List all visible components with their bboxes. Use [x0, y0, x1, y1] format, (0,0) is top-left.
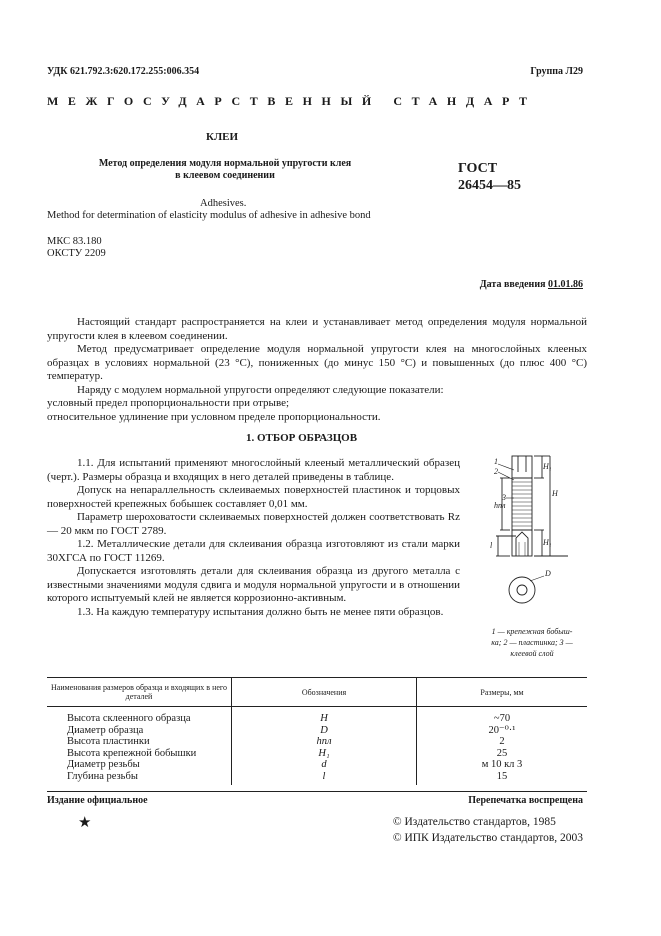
lower-boss: [512, 530, 532, 556]
introduction-date: [480, 279, 583, 290]
section-paragraph: Допуск на непараллельность склеиваемых поверхностей пластинок и торцовых поверхностей крепежных бобышек составляет 0,01 мм.: [47, 484, 460, 510]
label-1: 1: [494, 457, 498, 466]
table-row: [47, 707, 587, 725]
caption-line-3: клеевой слой: [510, 649, 554, 658]
english-title-line-1: Adhesives.: [200, 198, 247, 209]
table-row: [47, 771, 587, 786]
cell-symbol: H₁: [232, 748, 417, 760]
udk-code: УДК 621.792.3:620.172.255:006.354: [47, 66, 200, 77]
group-code: Группа Л29: [530, 66, 583, 77]
cell-symbol: l: [232, 771, 417, 786]
cell-name: Высота крепежной бобышки: [67, 747, 197, 759]
section-paragraph: 1.1. Для испытаний применяют многослойный клееный металлический образец (черт.). Размеры образца и входящих в него деталей приведены в таблице.: [47, 457, 460, 483]
introduction-text: [47, 316, 587, 424]
gost-label: ГОСТ: [458, 161, 498, 176]
column-header-name: Наименования размеров образца и входящих в него деталей: [47, 678, 232, 707]
interstate-standard-heading: МЕЖГОСУДАРСТВЕННЫЙ СТАНДАРТ: [47, 94, 537, 108]
cell-size: 20⁻⁰·¹: [417, 725, 588, 737]
cell-name: Глубина резьбы: [67, 770, 138, 782]
intro-paragraph: Настоящий стандарт распространяется на клеи и устанавливает метод определения модуля нормальной упругости клея в клеевом соединении.: [47, 316, 587, 342]
cell-name: Диаметр образца: [67, 724, 144, 736]
section-paragraph: Параметр шероховатости склеиваемых поверхностей должен соответствовать Rz — 20 мкм по ГОСТ 2789.: [47, 511, 460, 537]
footer-rule: [47, 791, 587, 792]
title-line-1: Метод определения модуля нормальной упругости клея: [98, 158, 352, 169]
copyright-block: [393, 814, 583, 846]
copyright-line-2: © ИПК Издательство стандартов, 2003: [392, 832, 583, 844]
threaded-hole: [516, 532, 528, 556]
english-title-line-2: Method for determination of elasticity modulus of adhesive in adhesive bond: [47, 210, 371, 221]
label-h: H: [552, 489, 558, 498]
cell-symbol: hпл: [232, 736, 417, 748]
subject-heading: КЛЕИ: [206, 131, 239, 143]
copyright-line-1: © Издательство стандартов, 1985: [392, 816, 556, 828]
column-header-symbol: Обозначения: [232, 678, 417, 707]
label-2: 2: [494, 467, 498, 476]
column-header-size: Размеры, мм: [417, 678, 588, 707]
plan-view-hole: [517, 585, 527, 595]
label-d: D: [545, 569, 551, 578]
gost-number: 26454—85: [458, 178, 521, 193]
cell-name: Высота пластинки: [67, 736, 150, 747]
classification-codes: [47, 236, 106, 260]
figure-caption: [478, 626, 586, 659]
section-paragraph: 1.3. На каждую температуру испытания должно быть не менее пяти образцов.: [77, 605, 444, 618]
intro-paragraph: условный предел пропорциональности при отрыве;: [47, 397, 290, 409]
cell-symbol: H: [232, 707, 417, 725]
cell-name: Высота склеенного образца: [67, 713, 191, 724]
reprint-prohibited-label: Перепечатка воспрещена: [468, 795, 583, 806]
table-row: [47, 759, 587, 771]
section-text: [47, 457, 460, 619]
cell-symbol: d: [232, 759, 417, 771]
section-heading: 1. ОТБОР ОБРАЗЦОВ: [246, 432, 358, 444]
dimensions-table: [47, 677, 587, 785]
label-h1-bottom: H₁: [543, 538, 552, 547]
cell-size: 15: [417, 771, 588, 786]
label-hpl: hпл: [494, 501, 506, 510]
intro-paragraph: Метод предусматривает определение модуля нормальной упругости клея на многослойных клееных образцах в условиях нормальной (23 °С), пониженных (до минус 150 °С) и повышенных (до плюс 400 °С) температур.: [47, 343, 587, 382]
date-value: 01.01.86: [548, 279, 583, 290]
cell-symbol: D: [232, 725, 417, 737]
date-label: Дата введения: [479, 279, 546, 290]
table-row: [47, 748, 587, 760]
intro-paragraph: относительное удлинение при условном пределе пропорциональности.: [47, 410, 381, 423]
title-line-2: в клеевом соединении: [175, 170, 275, 181]
okstu-code: ОКСТУ 2209: [47, 248, 106, 259]
label-l: l: [490, 541, 493, 550]
cell-size: ~70: [417, 707, 588, 725]
table-row: [47, 725, 587, 737]
cell-size: 25: [417, 748, 588, 760]
official-edition-label: Издание официальное: [47, 795, 148, 806]
cell-name: Диаметр резьбы: [67, 759, 140, 770]
label-3: 3: [502, 493, 506, 502]
upper-boss: [512, 456, 532, 478]
specimen-drawing: [478, 450, 586, 650]
mks-code: МКС 83.180: [47, 236, 102, 247]
section-paragraph: 1.2. Металлические детали для склеивания образца изготовляют из стали марки 30ХГСА по ГОСТ 11269.: [47, 538, 460, 564]
intro-paragraph: Наряду с модулем нормальной упругости определяют следующие показатели:: [77, 383, 444, 396]
cell-size: 2: [417, 736, 588, 748]
table-header-row: [47, 678, 587, 707]
gost-designation: [458, 160, 521, 194]
caption-line-2: ка; 2 — пластинка; 3 —: [491, 638, 573, 647]
section-paragraph: Допускается изготовлять детали для склеивания образца из другого металла с известными значениями модуля сдвига и модуля нормальной упругости и в отношении которого испытуемый клей не является коррозионно-активным.: [47, 565, 460, 604]
cell-size: м 10 кл 3: [417, 759, 588, 771]
label-h1-top: H₁: [543, 462, 552, 471]
document-title: [60, 158, 390, 182]
table-row: [47, 736, 587, 748]
star-icon: ★: [78, 815, 92, 831]
caption-line-1: 1 — крепежная бобыш-: [491, 627, 573, 636]
